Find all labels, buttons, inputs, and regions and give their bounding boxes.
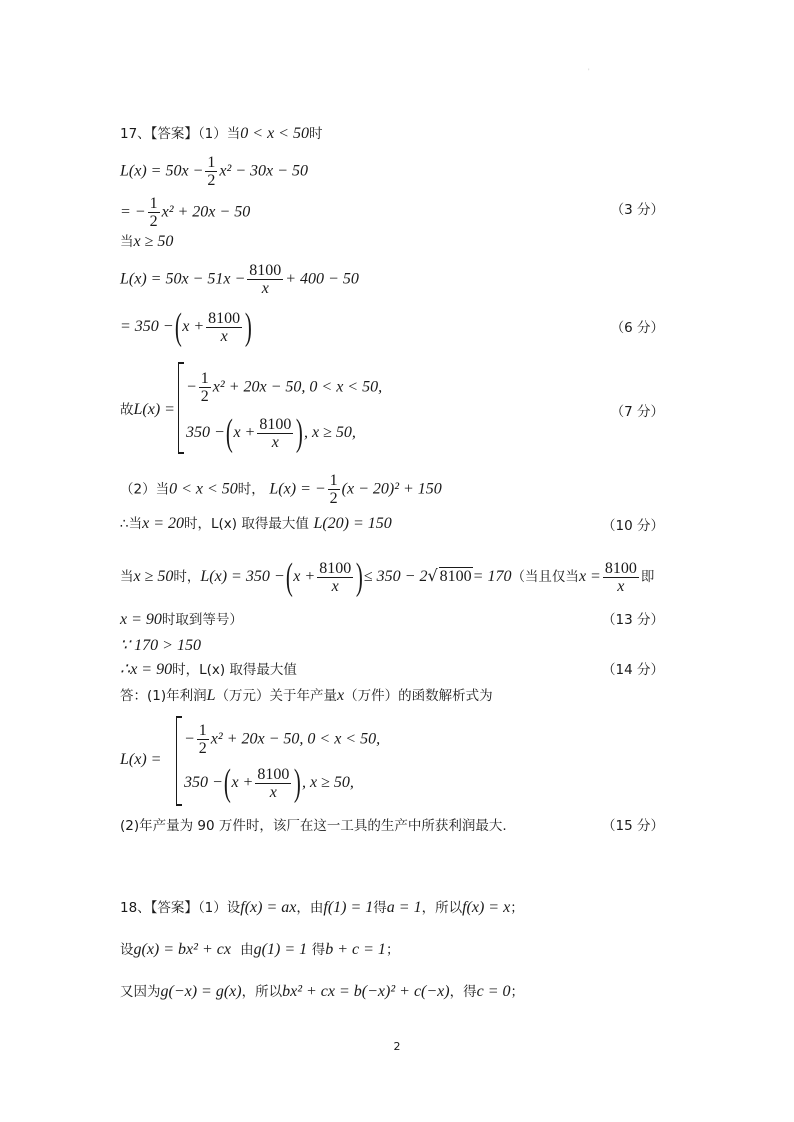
sqrt-icon: √	[427, 566, 438, 585]
q17-because: ∵ 170 > 150	[120, 637, 201, 654]
q17-piecewise-lhs: 故L(x) =	[120, 401, 175, 418]
left-paren-icon: (	[223, 762, 231, 804]
fraction: $\frac{8100}{x}$	[319, 559, 352, 595]
q17-part2: （2）当0 < x < 50时， L(x) = − $\frac{1}{2}$ (x − 20)² + 150	[120, 472, 442, 507]
brace-icon	[178, 362, 179, 454]
left-paren-icon: (	[225, 412, 233, 454]
q18-line3: 又因为g(−x) = g(x)，所以bx² + cx = b(−x)² + c(−x)，得c = 0；	[120, 983, 525, 1000]
left-paren-icon: (	[174, 306, 182, 348]
left-paren-icon: (	[285, 556, 293, 598]
q17-eq3: L(x) = 50x − 51x − $\frac{8100}{x}$ + 400 − 50	[120, 262, 359, 297]
right-paren-icon: )	[296, 412, 304, 454]
right-paren-icon: )	[245, 306, 252, 348]
fraction: $\frac{1}{2}$	[149, 195, 158, 230]
score-13: （13 分）	[602, 612, 664, 628]
q17-inequality: 当x ≥ 50时，L(x) = 350 −(x + $\frac{8100}{x}$ )≤ 350 − 2√ 8100= 170（当且仅当x = $\frac{8100}{x}$ 即	[120, 556, 655, 598]
right-paren-icon: )	[294, 762, 302, 804]
q17-answer-2: (2)年产量为 90 万件时，该厂在这一工具的生产中所获利润最大.	[120, 818, 507, 834]
q17-answer-piecewise-lhs: L(x) =	[120, 751, 162, 768]
fraction: $\frac{8100}{x}$	[259, 415, 292, 451]
q17-piecewise-case1: − $\frac{1}{2}$ x² + 20x − 50, 0 < x < 50,	[186, 370, 383, 405]
score-10: （10 分）	[602, 518, 664, 534]
fraction: $\frac{1}{2}$	[200, 370, 209, 405]
page-number: 2	[393, 1040, 401, 1053]
q17-equal-case: x = 90时取到等号）	[120, 611, 243, 628]
q18-line1: 18、【答案】（1）设f(x) = ax，由f(1) = 1得a = 1，所以f(x) = x；	[120, 899, 524, 916]
fraction: $\frac{1}{2}$	[329, 472, 338, 507]
score-15: （15 分）	[602, 818, 664, 834]
fraction: $\frac{8100}{x}$	[257, 765, 290, 801]
q17-label: 17、【答案】	[120, 126, 198, 142]
q18-line2: 设g(x) = bx² + cx 由g(1) = 1 得b + c = 1；	[120, 941, 400, 958]
fraction: $\frac{1}{2}$	[207, 154, 216, 189]
right-paren-icon: )	[356, 556, 364, 598]
q17-answer-case2: 350 −(x + $\frac{8100}{x}$ ), x ≥ 50,	[184, 762, 354, 804]
fraction: $\frac{8100}{x}$	[604, 559, 637, 595]
q17-eq1: L(x) = 50x − $\frac{1}{2}$ x² − 30x − 50	[120, 154, 308, 189]
score-6: （6 分）	[610, 320, 664, 336]
q17-answer-case1: − $\frac{1}{2}$ x² + 20x − 50, 0 < x < 50,	[184, 722, 381, 757]
score-7: （7 分）	[610, 404, 664, 420]
fraction: $\frac{1}{2}$	[198, 722, 207, 757]
q17-eq2: = − $\frac{1}{2}$ x² + 20x − 50	[120, 195, 251, 230]
score-14: （14 分）	[602, 662, 664, 678]
fraction: $\frac{8100}{x}$	[208, 309, 241, 345]
q17-eq4: = 350 −(x + $\frac{8100}{x}$ )	[120, 306, 252, 348]
brace-icon	[176, 716, 177, 806]
score-3: （3 分）	[610, 202, 664, 218]
fraction: $\frac{8100}{x}$	[249, 262, 282, 297]
header-mark: '	[588, 68, 590, 75]
q17-case2: 当x ≥ 50	[120, 233, 174, 250]
q17-therefore: ∴x = 90时，L(x) 取得最大值	[120, 661, 297, 678]
q17-piecewise-case2: 350 −(x + $\frac{8100}{x}$ ), x ≥ 50,	[186, 412, 356, 454]
q17-max1: ∴当x = 20时，L(x) 取得最大值 L(20) = 150	[120, 515, 392, 532]
q17-header: 17、【答案】（1）当0 < x < 50时	[120, 125, 323, 142]
q17-answer-1: 答：(1)年利润L（万元）关于年产量x（万件）的函数解析式为	[120, 687, 493, 704]
